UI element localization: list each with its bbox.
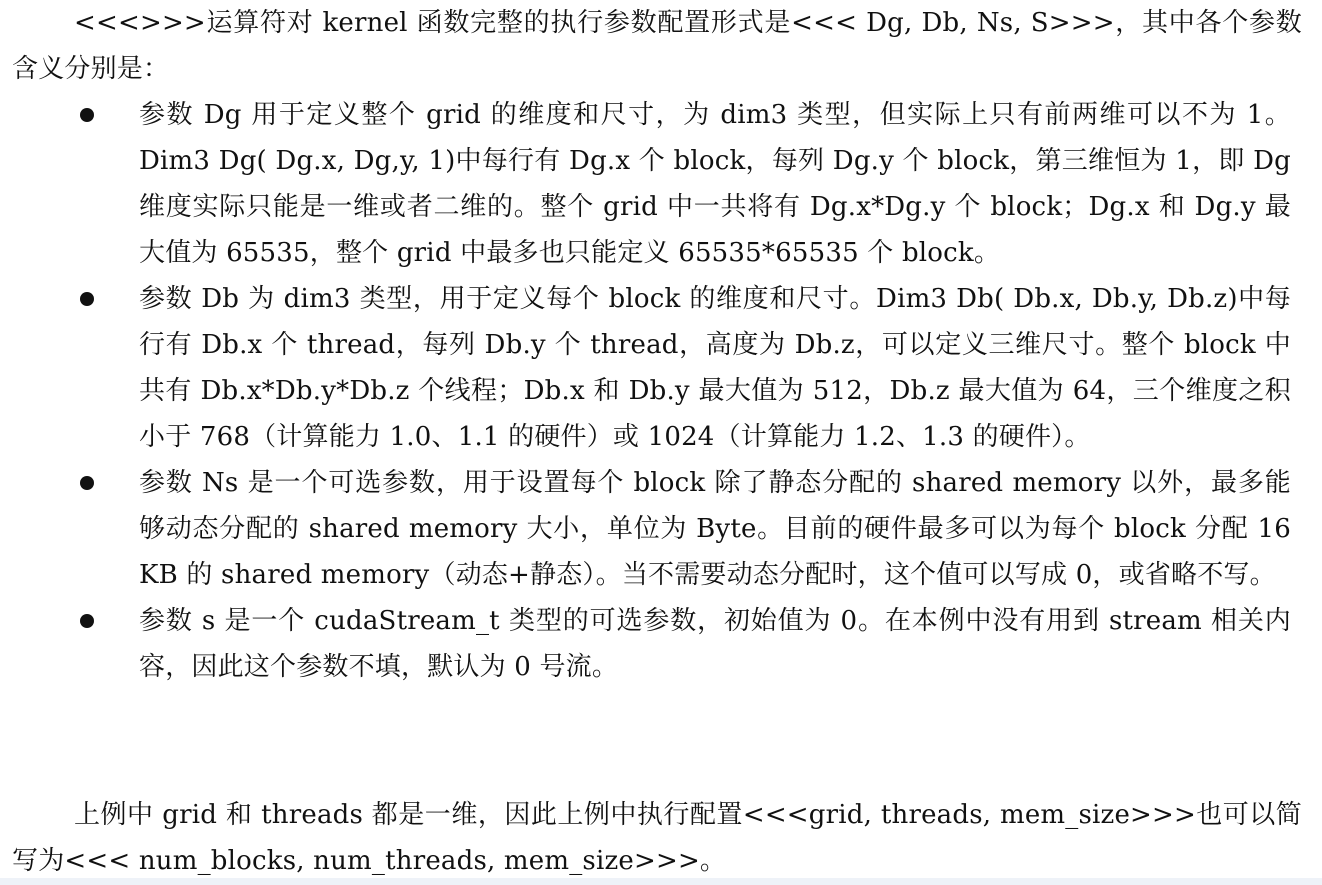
list-item-text: 参数 s 是一个 cudaStream_t 类型的可选参数，初始值为 0。在本例中没有用到 stream 相关内容，因此这个参数不填，默认为 0 号流。: [139, 606, 1291, 682]
parameter-list: [0, 92, 1322, 690]
list-item-text: 参数 Ns 是一个可选参数，用于设置每个 block 除了静态分配的 shared memory 以外，最多能够动态分配的 shared memory 大小，单位为 Byte。目前的硬件最多可以为每个 block 分配 16 KB 的 shared memory（动态+静态）。当不需要动态分配时，这个值可以写成 0，或省略不写。: [139, 468, 1291, 590]
bullet-icon: [80, 108, 94, 122]
list-item-text: 参数 Dg 用于定义整个 grid 的维度和尺寸，为 dim3 类型，但实际上只有前两维可以不为 1。Dim3 Dg( Dg.x, Dg,y, 1)中每行有 Dg.x 个 block，每列 Dg.y 个 block，第三维恒为 1，即 Dg 维度实际只能是一维或者二维的。整个 grid 中一共将有 Dg.x*Dg.y 个 block；Dg.x 和 Dg.y 最大值为 65535，整个 grid 中最多也只能定义 65535*65535 个 block。: [139, 100, 1291, 268]
page-bottom-strip: [0, 878, 1322, 885]
list-item-text: 参数 Db 为 dim3 类型，用于定义每个 block 的维度和尺寸。Dim3 Db( Db.x, Db.y, Db.z)中每行有 Db.x 个 thread，每列 Db.y 个 thread，高度为 Db.z，可以定义三维尺寸。整个 block 中共有 Db.x*Db.y*Db.z 个线程；Db.x 和 Db.y 最大值为 512，Db.z 最大值为 64，三个维度之积小于 768（计算能力 1.0、1.1 的硬件）或 1024（计算能力 1.2、1.3 的硬件）。: [139, 284, 1291, 452]
bullet-icon: [80, 614, 94, 628]
bullet-icon: [80, 476, 94, 490]
outro-paragraph: 上例中 grid 和 threads 都是一维，因此上例中执行配置<<<grid, threads, mem_size>>>也可以简写为<<< num_blocks, num_threads, mem_size>>>。: [12, 800, 1302, 876]
bullet-icon: [80, 292, 94, 306]
list-item-dg: [0, 92, 1291, 276]
list-item-ns: [0, 460, 1291, 598]
list-item-db: [0, 276, 1291, 460]
intro-paragraph: <<<>>>运算符对 kernel 函数完整的执行参数配置形式是<<< Dg, Db, Ns, S>>>，其中各个参数含义分别是：: [12, 8, 1302, 84]
list-item-s: [0, 598, 1291, 690]
